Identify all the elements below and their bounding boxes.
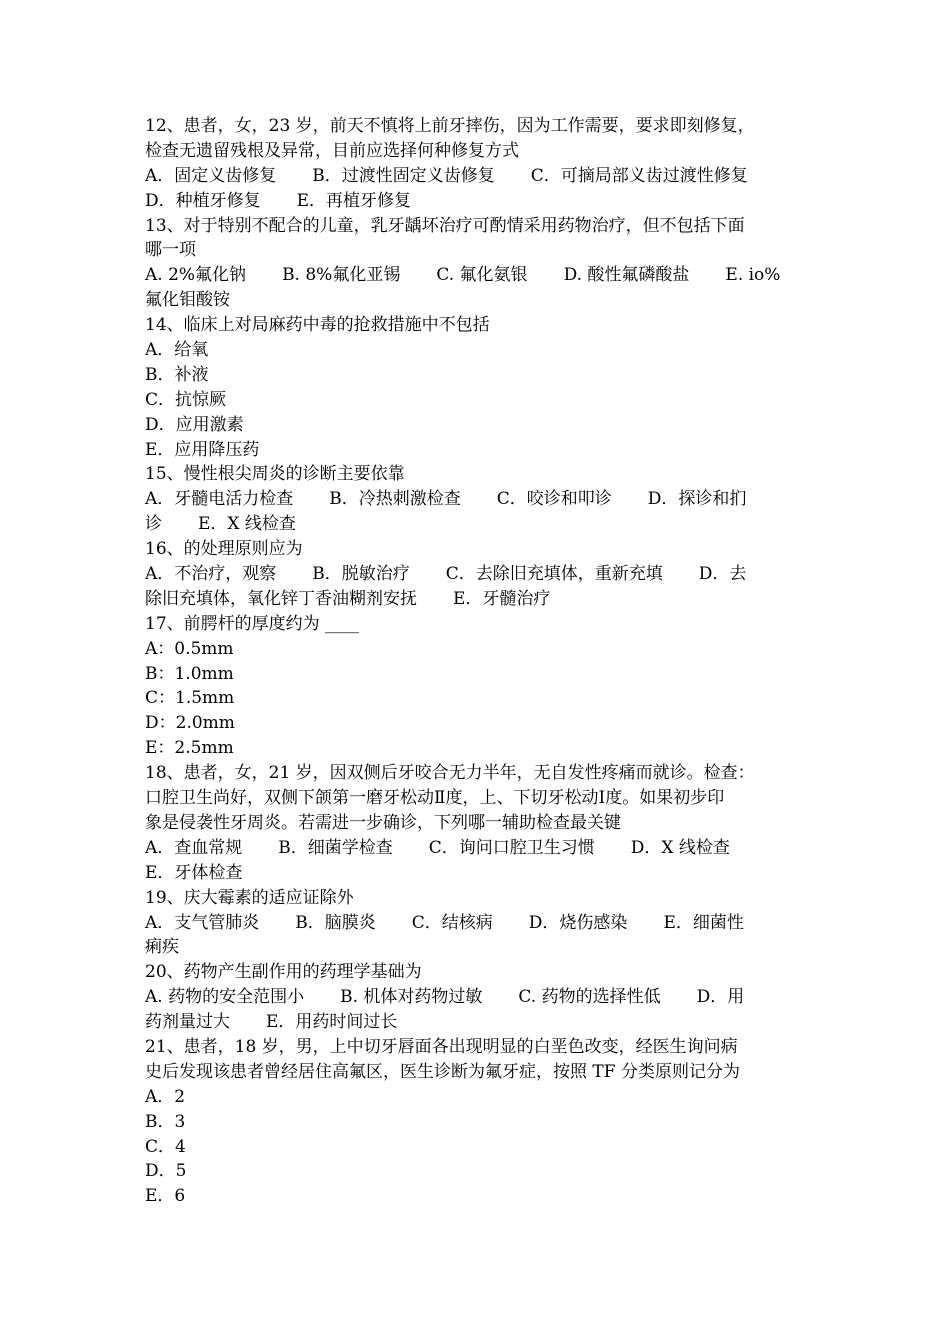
answer-option: D．5	[145, 1161, 187, 1182]
option-line	[145, 562, 813, 587]
answer-option: D．去	[698, 564, 747, 585]
option-line	[145, 736, 813, 761]
answer-option: E．用药时间过长	[266, 1012, 398, 1033]
question-block	[145, 313, 813, 462]
answer-option: D．种植牙修复	[145, 190, 261, 211]
question-stem-line: 17、前腭杆的厚度约为 ____	[145, 613, 360, 634]
option-line	[145, 263, 813, 288]
answer-option: A．不治疗，观察	[145, 564, 277, 585]
option-line	[145, 1010, 813, 1035]
question-stem-line: 口腔卫生尚好，双侧下颌第一磨牙松动Ⅱ度，上、下切牙松动Ⅰ度。如果初步印	[145, 788, 725, 809]
question-block	[145, 612, 813, 761]
answer-option: 氟化钼酸铵	[145, 290, 230, 311]
question-stem-line: 象是侵袭性牙周炎。若需进一步确诊，下列哪一辅助检查最关键	[145, 812, 621, 833]
option-line	[145, 288, 813, 313]
question-stem-line: 21、患者，18 岁，男，上中切牙唇面各出现明显的白垩色改变，经医生询问病	[145, 1036, 738, 1057]
answer-option: 药剂量过大	[145, 1012, 230, 1033]
question-stem-line: 哪一项	[145, 240, 196, 261]
question-block	[145, 761, 813, 885]
answer-option: A. 药物的安全范围小	[145, 987, 305, 1008]
option-line	[145, 662, 813, 687]
answer-option: E．X 线检查	[198, 514, 296, 535]
option-line	[145, 388, 813, 413]
option-line	[145, 164, 813, 189]
answer-option: C：1.5mm	[145, 688, 235, 709]
answer-option: B．脑膜炎	[295, 912, 376, 933]
answer-option: A. 2%氟化钠	[145, 265, 247, 286]
answer-option: E．细菌性	[663, 912, 744, 933]
option-line	[145, 836, 813, 861]
question-stem-line: 18、患者，女，21 岁，因双侧后牙咬合无力半年，无自发性疼痛而就诊。检查：	[145, 763, 755, 784]
answer-option: B．过渡性固定义齿修复	[312, 165, 495, 186]
option-line	[145, 512, 813, 537]
answer-option: C. 药物的选择性低	[518, 987, 661, 1008]
question-stem-line: 20、药物产生副作用的药理学基础为	[145, 962, 422, 983]
question-stem-line: 检查无遗留残根及异常，目前应选择何种修复方式	[145, 140, 519, 161]
answer-option: A：0.5mm	[145, 638, 234, 659]
question-block	[145, 114, 813, 214]
option-line	[145, 338, 813, 363]
answer-option: E．再植牙修复	[296, 190, 412, 211]
answer-option: D. 酸性氟磷酸盐	[563, 265, 690, 286]
option-line	[145, 438, 813, 463]
answer-option: A．固定义齿修复	[145, 165, 277, 186]
answer-option: D．X 线检查	[630, 837, 730, 858]
answer-option: C．询问口腔卫生习惯	[428, 837, 595, 858]
answer-option: A．给氧	[145, 340, 209, 361]
answer-option: A．2	[145, 1086, 186, 1107]
question-stem-line: 16、的处理原则应为	[145, 539, 303, 560]
answer-option: B：1.0mm	[145, 663, 234, 684]
answer-option: E．6	[145, 1186, 186, 1207]
answer-option: D．应用激素	[145, 414, 244, 435]
answer-option: C．4	[145, 1136, 186, 1157]
option-line	[145, 935, 813, 960]
option-line	[145, 487, 813, 512]
document-page	[145, 114, 813, 1209]
question-block	[145, 886, 813, 961]
option-line	[145, 363, 813, 388]
answer-option: D．用	[696, 987, 745, 1008]
answer-option: 除旧充填体，氧化锌丁香油糊剂安抚	[145, 588, 417, 609]
answer-option: E. io%	[725, 265, 781, 286]
option-line	[145, 587, 813, 612]
option-line	[145, 413, 813, 438]
question-stem-line: 15、慢性根尖周炎的诊断主要依靠	[145, 464, 405, 485]
answer-option: E：2.5mm	[145, 738, 234, 759]
option-line	[145, 1184, 813, 1209]
answer-option: 痢疾	[145, 937, 179, 958]
answer-option: C．咬诊和叩诊	[496, 489, 612, 510]
answer-option: D：2.0mm	[145, 713, 235, 734]
option-line	[145, 1135, 813, 1160]
answer-option: B. 8%氟化亚锡	[282, 265, 401, 286]
answer-option: B．补液	[145, 364, 209, 385]
answer-option: B．细菌学检查	[278, 837, 393, 858]
answer-option: C．去除旧充填体，重新充填	[445, 564, 663, 585]
option-line	[145, 1110, 813, 1135]
question-block	[145, 960, 813, 1035]
question-stem-line: 史后发现该患者曾经居住高氟区，医生诊断为氟牙症，按照 TF 分类原则记分为	[145, 1061, 740, 1082]
question-stem-line: 12、患者，女，23 岁，前天不慎将上前牙摔伤，因为工作需要，要求即刻修复，	[145, 116, 755, 136]
question-block	[145, 214, 813, 314]
option-line	[145, 1159, 813, 1184]
question-stem-line: 14、临床上对局麻药中毒的抢救措施中不包括	[145, 315, 490, 336]
answer-option: C. 氟化氨银	[436, 265, 528, 286]
option-line	[145, 911, 813, 936]
answer-option: C．抗惊厥	[145, 389, 227, 410]
answer-option: B．脱敏治疗	[312, 564, 410, 585]
option-line	[145, 711, 813, 736]
question-stem-line: 13、对于特别不配合的儿童，乳牙龋坏治疗可酌情采用药物治疗，但不包括下面	[145, 215, 745, 236]
answer-option: D．烧伤感染	[528, 912, 628, 933]
answer-option: 诊	[145, 514, 162, 535]
answer-option: B．冷热刺激检查	[329, 489, 461, 510]
question-block	[145, 1035, 813, 1209]
option-line	[145, 189, 813, 214]
answer-option: B. 机体对药物过敏	[340, 987, 483, 1008]
question-block	[145, 537, 813, 612]
answer-option: B．3	[145, 1111, 186, 1132]
answer-option: A．查血常规	[145, 837, 243, 858]
option-line	[145, 686, 813, 711]
question-stem-line: 19、庆大霉素的适应证除外	[145, 887, 354, 908]
answer-option: D．探诊和扪	[647, 489, 747, 510]
answer-option: E．应用降压药	[145, 439, 260, 460]
answer-option: E．牙髓治疗	[453, 588, 551, 609]
answer-option: E．牙体检查	[145, 862, 243, 883]
option-line	[145, 637, 813, 662]
answer-option: C．结核病	[411, 912, 493, 933]
question-block	[145, 462, 813, 537]
option-line	[145, 985, 813, 1010]
option-line	[145, 861, 813, 886]
answer-option: C．可摘局部义齿过渡性修复	[530, 165, 748, 186]
answer-option: A．支气管肺炎	[145, 912, 260, 933]
answer-option: A．牙髓电活力检查	[145, 489, 294, 510]
option-line	[145, 1085, 813, 1110]
